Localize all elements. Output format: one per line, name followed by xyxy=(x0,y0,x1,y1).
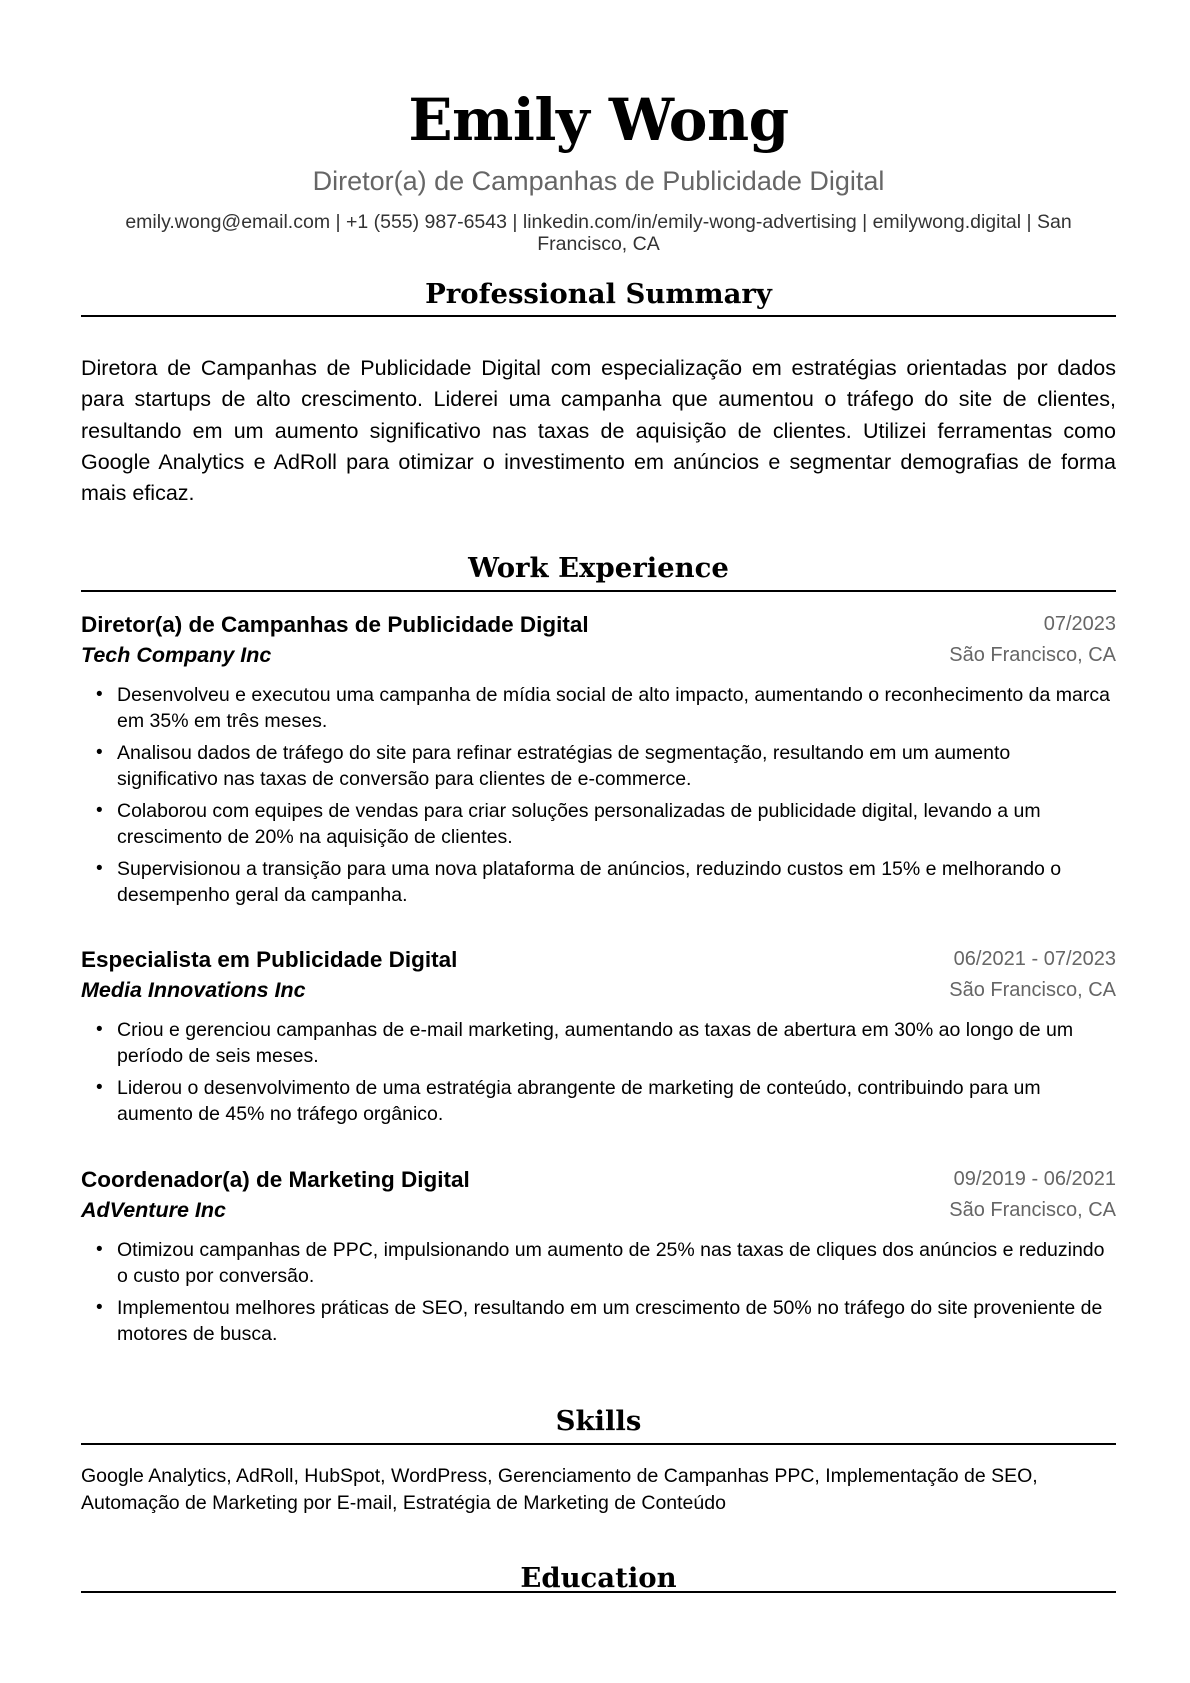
candidate-name: Emily Wong xyxy=(408,86,789,154)
job-entry xyxy=(81,611,1116,914)
job-company-row xyxy=(81,977,1116,1008)
section-divider-summary xyxy=(81,315,1116,317)
job-date: 09/2019 - 06/2021 xyxy=(953,1168,1116,1190)
section-title-education: Education xyxy=(520,1562,677,1594)
section-title-experience: Work Experience xyxy=(468,552,729,584)
job-header-row xyxy=(81,1166,1116,1197)
contact-line xyxy=(81,211,1116,255)
job-bullets xyxy=(81,682,1116,908)
job-company: Media Innovations Inc xyxy=(81,978,306,1002)
list-item: • Analisou dados de tráfego do site para refinar estratégias de segmentação, resultando em um aumento significativo nas taxas de conversão para clientes de e-commerce. xyxy=(81,740,1116,792)
job-date: 07/2023 xyxy=(1043,613,1116,635)
list-item: • Colaborou com equipes de vendas para criar soluções personalizadas de publicidade digital, levando a um crescimento de 20% na aquisição de clientes. xyxy=(81,798,1116,850)
skills-text: Google Analytics, AdRoll, HubSpot, WordPress, Gerenciamento de Campanhas PPC, Implementação de SEO, Automação de Marketing por E-mail, Estratégia de Marketing de Conteúdo xyxy=(81,1465,1038,1514)
list-item: • Otimizou campanhas de PPC, impulsionando um aumento de 25% nas taxas de cliques dos anúncios e reduzindo o custo por conversão. xyxy=(81,1237,1116,1289)
job-company: Tech Company Inc xyxy=(81,643,272,667)
section-divider-education xyxy=(81,1591,1116,1593)
job-entry xyxy=(81,946,1116,1133)
job-header-row xyxy=(81,611,1116,642)
job-company-row xyxy=(81,642,1116,673)
job-title: Coordenador(a) de Marketing Digital xyxy=(81,1167,470,1192)
job-bullets xyxy=(81,1237,1116,1347)
job-company-row xyxy=(81,1197,1116,1228)
list-item: • Criou e gerenciou campanhas de e-mail marketing, aumentando as taxas de abertura em 30% ao longo de um período de seis meses. xyxy=(81,1017,1116,1069)
list-item: • Desenvolveu e executou uma campanha de mídia social de alto impacto, aumentando o reconhecimento da marca em 35% em três meses. xyxy=(81,682,1116,734)
job-title: Diretor(a) de Campanhas de Publicidade Digital xyxy=(81,612,589,637)
section-title-skills: Skills xyxy=(555,1405,642,1437)
job-location: São Francisco, CA xyxy=(949,979,1116,1001)
list-item: • Supervisionou a transição para uma nova plataforma de anúncios, reduzindo custos em 15% e melhorando o desempenho geral da campanha. xyxy=(81,856,1116,908)
job-entry xyxy=(81,1166,1116,1353)
job-location: São Francisco, CA xyxy=(949,1199,1116,1221)
job-title: Especialista em Publicidade Digital xyxy=(81,947,458,972)
summary-text: Diretora de Campanhas de Publicidade Digital com especialização em estratégias orientadas por dados para startups de alto crescimento. Liderei uma campanha que aumentou o tráfego do site de clientes, resultando em um aumento significativo nas taxas de aquisição de clientes. Utilizei ferramentas como Google Analytics e AdRoll para otimizar o investimento em anúncios e segmentar demografias de forma mais eficaz. xyxy=(81,356,1116,506)
section-divider-skills xyxy=(81,1443,1116,1445)
candidate-role: Diretor(a) de Campanhas de Publicidade Digital xyxy=(312,166,885,196)
job-location: São Francisco, CA xyxy=(949,644,1116,666)
section-divider-experience xyxy=(81,590,1116,592)
list-item: • Liderou o desenvolvimento de uma estratégia abrangente de marketing de conteúdo, contribuindo para um aumento de 45% no tráfego orgânico. xyxy=(81,1075,1116,1127)
contact-text: emily.wong@email.com | +1 (555) 987-6543 | linkedin.com/in/emily-wong-advertising | emilywong.digital | San Francisco, CA xyxy=(125,211,1072,255)
job-date: 06/2021 - 07/2023 xyxy=(953,948,1116,970)
list-item: • Implementou melhores práticas de SEO, resultando em um crescimento de 50% no tráfego do site proveniente de motores de busca. xyxy=(81,1295,1116,1347)
job-header-row xyxy=(81,946,1116,977)
job-company: AdVenture Inc xyxy=(81,1198,226,1222)
job-bullets xyxy=(81,1017,1116,1127)
section-title-summary: Professional Summary xyxy=(425,278,772,310)
